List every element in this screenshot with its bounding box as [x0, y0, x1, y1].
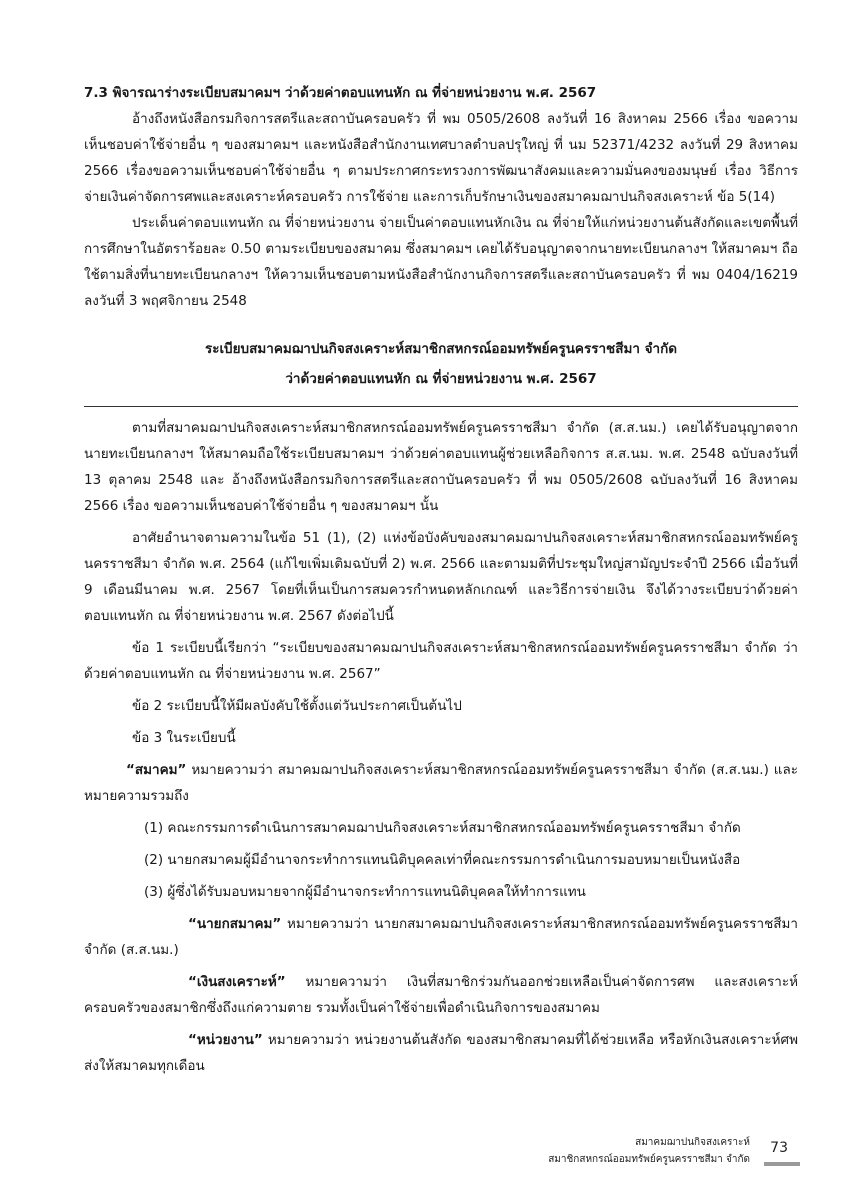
regulation-title-line-2: ว่าด้วยค่าตอบแทนหัก ณ ที่จ่ายหน่วยงาน พ.ศ. 2567 [285, 371, 597, 387]
footer-bar [764, 1162, 800, 1166]
definition-president [84, 911, 798, 963]
clause-1: ข้อ 1 ระเบียบนี้เรียกว่า “ระเบียบของสมาคมฌาปนกิจสงเคราะห์สมาชิกสหกรณ์ออมทรัพย์ครูนครราชสีมา จำกัด ว่าด้วยค่าตอบแทนหัก ณ ที่จ่ายหน่วยงาน พ.ศ. 2567” [84, 640, 798, 682]
footer-line-1: สมาคมฌาปนกิจสงเคราะห์ [635, 1137, 750, 1148]
page-number: 73 [770, 1140, 788, 1156]
definition-sub-item: (1) คณะกรรมการดำเนินการสมาคมฌาปนกิจสงเคราะห์สมาชิกสหกรณ์ออมทรัพย์ครูนครราชสีมา จำกัด [144, 820, 741, 836]
definition-text: หมายความว่า หน่วยงานต้นสังกัด ของสมาชิกสมาคมที่ได้ช่วยเหลือ หรือหักเงินสงเคราะห์ศพส่งให้สมาคมทุกเดือน [84, 1032, 798, 1074]
regulation-title-block [84, 334, 798, 394]
definition-term: “สมาคม” [126, 762, 187, 778]
section-paragraph-2: ประเด็นค่าตอบแทนหัก ณ ที่จ่ายหน่วยงาน จ่ายเป็นค่าตอบแทนหักเงิน ณ ที่จ่ายให้แก่หน่วยงานต้นสังกัดและเขตพื้นที่การศึกษาในอัตราร้อยละ 0.50 ตามระเบียบของสมาคม ซึ่งสมาคมฯ เคยได้รับอนุญาตจากนายทะเบียนกลางฯ ให้สมาคมฯ ถือใช้ตามสิ่งที่นายทะเบียนกลางฯ ให้ความเห็นชอบตามหนังสือสำนักงานกิจการสตรีและสถาบันครอบครัว ที่ พม 0404/16219 ลงวันที่ 3 พฤศจิกายน 2548 [84, 215, 798, 309]
regulation-intro-2: อาศัยอำนาจตามความในข้อ 51 (1), (2) แห่งข้อบังคับของสมาคมฌาปนกิจสงเคราะห์สมาชิกสหกรณ์ออมทรัพย์ครูนครราชสีมา จำกัด พ.ศ. 2564 (แก้ไขเพิ่มเติมฉบับที่ 2) พ.ศ. 2566 และตามมติที่ประชุมใหญ่สามัญประจำปี 2566 เมื่อวันที่ 9 เดือนมีนาคม พ.ศ. 2567 โดยที่เห็นเป็นการสมควรกำหนดหลักเกณฑ์ และวิธีการจ่ายเงิน จึงได้วางระเบียบว่าด้วยค่าตอบแทนหัก ณ ที่จ่ายหน่วยงาน พ.ศ. 2567 ดังต่อไปนี้ [84, 530, 798, 624]
clause-2: ข้อ 2 ระเบียบนี้ให้มีผลบังคับใช้ตั้งแต่วันประกาศเป็นต้นไป [132, 698, 462, 714]
clause-3: ข้อ 3 ในระเบียบนี้ [132, 730, 236, 746]
definition-fund [84, 969, 798, 1021]
definition-association [84, 757, 798, 809]
page-footer [520, 1132, 800, 1182]
definition-sub-item: (3) ผู้ซึ่งได้รับมอบหมายจากผู้มีอำนาจกระทำการแทนนิติบุคคลให้ทำการแทน [144, 884, 586, 900]
section-paragraph-1: อ้างถึงหนังสือกรมกิจการสตรีและสถาบันครอบครัว ที่ พม 0505/2608 ลงวันที่ 16 สิงหาคม 2566 เรื่อง ขอความเห็นชอบค่าใช้จ่ายอื่น ๆ ของสมาคมฯ และหนังสือสำนักงานเทศบาลตำบลปรุใหญ่ ที่ นม 52371/4232 ลงวันที่ 29 สิงหาคม 2566 เรื่องขอความเห็นชอบค่าใช้จ่ายอื่น ๆ ตามประกาศกระทรวงการพัฒนาสังคมและความมั่นคงของมนุษย์ เรื่อง วิธีการจ่ายเงินค่าจัดการศพและสงเคราะห์ครอบครัว การใช้จ่าย และการเก็บรักษาเงินของสมาคมฌาปนกิจสงเคราะห์ ข้อ 5(14) [84, 111, 798, 205]
definition-text: หมายความว่า เงินที่สมาชิกร่วมกันออกช่วยเหลือเป็นค่าจัดการศพ และสงเคราะห์ครอบครัวของสมาชิกซึ่งถึงแก่ความตาย รวมทั้งเป็นค่าใช้จ่ายเพื่อดำเนินกิจการของสมาคม [84, 974, 798, 1016]
definition-term: “นายกสมาคม” [188, 916, 282, 932]
regulation-title-line-1: ระเบียบสมาคมฌาปนกิจสงเคราะห์สมาชิกสหกรณ์ออมทรัพย์ครูนครราชสีมา จำกัด [204, 341, 678, 357]
title-divider [84, 406, 798, 407]
definition-sub-item: (2) นายกสมาคมผู้มีอำนาจกระทำการแทนนิติบุคคลเท่าที่คณะกรรมการดำเนินการมอบหมายเป็นหนังสือ [144, 852, 741, 868]
footer-line-2: สมาชิกสหกรณ์ออมทรัพย์ครูนครราชสีมา จำกัด [548, 1154, 750, 1165]
definition-text: หมายความว่า นายกสมาคมฌาปนกิจสงเคราะห์สมาชิกสหกรณ์ออมทรัพย์ครูนครราชสีมา จำกัด (ส.ส.นม.) [84, 916, 798, 958]
regulation-intro-1: ตามที่สมาคมฌาปนกิจสงเคราะห์สมาชิกสหกรณ์ออมทรัพย์ครูนครราชสีมา จำกัด (ส.ส.นม.) เคยได้รับอนุญาตจากนายทะเบียนกลางฯ ให้สมาคมถือใช้ระเบียบสมาคมฯ ว่าด้วยค่าตอบแทนผู้ช่วยเหลือกิจการ ส.ส.นม. พ.ศ. 2548 ฉบับลงวันที่ 13 ตุลาคม 2548 และ อ้างถึงหนังสือกรมกิจการสตรีและสถาบันครอบครัว ที่ พม 0505/2608 ฉบับลงวันที่ 16 สิงหาคม 2566 เรื่อง ขอความเห็นชอบค่าใช้จ่ายอื่น ๆ ของสมาคมฯ นั้น [84, 420, 798, 514]
definition-term: “หน่วยงาน” [188, 1032, 263, 1048]
section-heading: 7.3 พิจารณาร่างระเบียบสมาคมฯ ว่าด้วยค่าตอบแทนหัก ณ ที่จ่ายหน่วยงาน พ.ศ. 2567 [84, 85, 597, 101]
definition-term: “เงินสงเคราะห์” [188, 974, 286, 990]
document-page [84, 80, 798, 1079]
definition-text: หมายความว่า สมาคมฌาปนกิจสงเคราะห์สมาชิกสหกรณ์ออมทรัพย์ครูนครราชสีมา จำกัด (ส.ส.นม.) และหมายความรวมถึง [84, 762, 798, 804]
definition-unit [84, 1027, 798, 1079]
footer-association-name [548, 1134, 750, 1168]
